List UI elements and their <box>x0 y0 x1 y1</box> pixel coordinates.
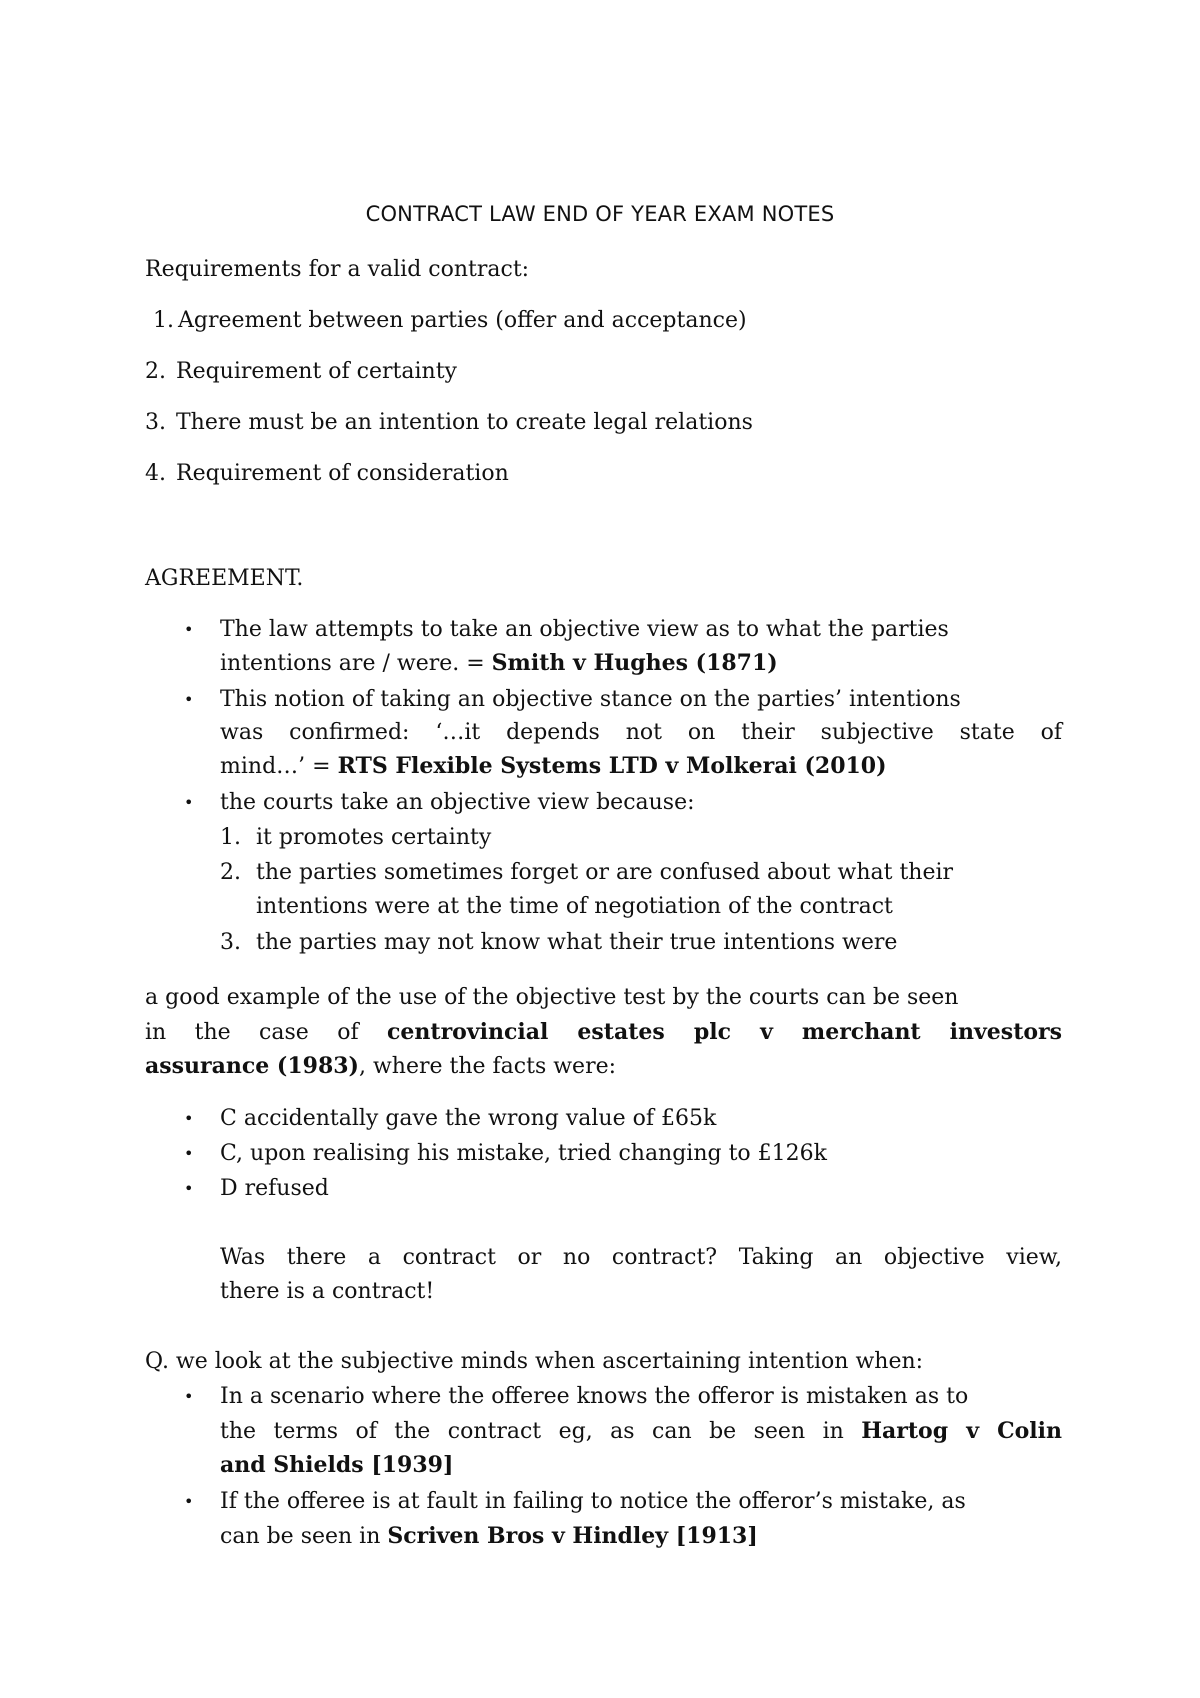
agreement-heading: AGREEMENT. <box>145 566 304 591</box>
requirements-heading: Requirements for a valid contract: <box>145 257 530 282</box>
list-number: 3. <box>220 930 241 955</box>
question-bullet-2-line-2 <box>220 1521 758 1552</box>
fact-item: C, upon realising his mistake, tried changing to £126k <box>220 1141 827 1166</box>
list-item: Requirement of consideration <box>176 461 509 486</box>
example-line-3 <box>145 1051 616 1082</box>
page-title: CONTRACT LAW END OF YEAR EXAM NOTES <box>365 202 835 226</box>
list-number: 1. <box>153 308 174 333</box>
bullet-icon: • <box>184 793 194 812</box>
case-citation: assurance (1983) <box>145 1053 359 1079</box>
case-citation: Smith v Hughes (1871) <box>491 650 778 676</box>
bullet-icon: • <box>184 1387 194 1406</box>
reason-item: it promotes certainty <box>256 825 492 850</box>
example-line-2 <box>145 1017 1062 1048</box>
reason-item: the parties may not know what their true intentions were <box>256 930 898 955</box>
case-citation: RTS Flexible Systems LTD v Molkerai (2010) <box>337 753 887 779</box>
agreement-bullet-2-line-2: was confirmed: ‘…it depends not on their subjective state of <box>220 720 1062 745</box>
bullet-icon: • <box>184 1492 194 1511</box>
bullet-icon: • <box>184 1144 194 1163</box>
fact-item: D refused <box>220 1176 329 1201</box>
question-bullet-1-line-1: In a scenario where the offeree knows the offeror is mistaken as to <box>220 1384 969 1409</box>
fact-item: C accidentally gave the wrong value of £65k <box>220 1106 717 1131</box>
bullet-text: mind…’ = <box>220 754 338 779</box>
case-citation: Hartog v Colin <box>861 1418 1062 1444</box>
case-citation: centrovincial estates plc v merchant investors <box>387 1019 1063 1045</box>
bullet-icon: • <box>184 1109 194 1128</box>
list-number: 4. <box>145 461 166 486</box>
list-item: Agreement between parties (offer and acceptance) <box>178 308 747 333</box>
agreement-bullet-2-line-1: This notion of taking an objective stance on the parties’ intentions <box>220 687 961 712</box>
bullet-icon: • <box>184 690 194 709</box>
bullet-text: can be seen in <box>220 1524 388 1549</box>
question-heading: Q. we look at the subjective minds when ascertaining intention when: <box>145 1349 924 1374</box>
conclusion-line-2: there is a contract! <box>220 1279 435 1304</box>
reason-item: the parties sometimes forget or are confused about what their <box>256 860 954 885</box>
list-number: 2. <box>220 860 241 885</box>
list-number: 3. <box>145 410 166 435</box>
reason-item-continued: intentions were at the time of negotiation of the contract <box>256 894 893 919</box>
case-citation: Scriven Bros v Hindley [1913] <box>387 1523 758 1549</box>
example-text: in the case of <box>145 1020 388 1045</box>
conclusion-line-1: Was there a contract or no contract? Taking an objective view, <box>220 1245 1062 1270</box>
bullet-text: intentions are / were. = <box>220 651 492 676</box>
agreement-bullet-1-line-1: The law attempts to take an objective view as to what the parties <box>220 617 949 642</box>
list-number: 2. <box>145 359 166 384</box>
list-item: Requirement of certainty <box>176 359 457 384</box>
bullet-text: the terms of the contract eg, as can be seen in <box>220 1419 862 1444</box>
list-item: There must be an intention to create legal relations <box>176 410 753 435</box>
agreement-bullet-1-line-2 <box>220 648 778 679</box>
agreement-bullet-2-line-3 <box>220 751 887 782</box>
example-text: , where the facts were: <box>358 1054 617 1079</box>
question-bullet-1-line-3 <box>220 1450 453 1481</box>
case-citation: and Shields [1939] <box>220 1452 454 1478</box>
question-bullet-1-line-2 <box>220 1416 1062 1447</box>
agreement-bullet-3: the courts take an objective view because: <box>220 790 695 815</box>
list-number: 1. <box>220 825 241 850</box>
bullet-icon: • <box>184 620 194 639</box>
question-bullet-2-line-1: If the offeree is at fault in failing to notice the offeror’s mistake, as <box>220 1489 966 1514</box>
example-line-1: a good example of the use of the objective test by the courts can be seen <box>145 985 959 1010</box>
bullet-icon: • <box>184 1179 194 1198</box>
